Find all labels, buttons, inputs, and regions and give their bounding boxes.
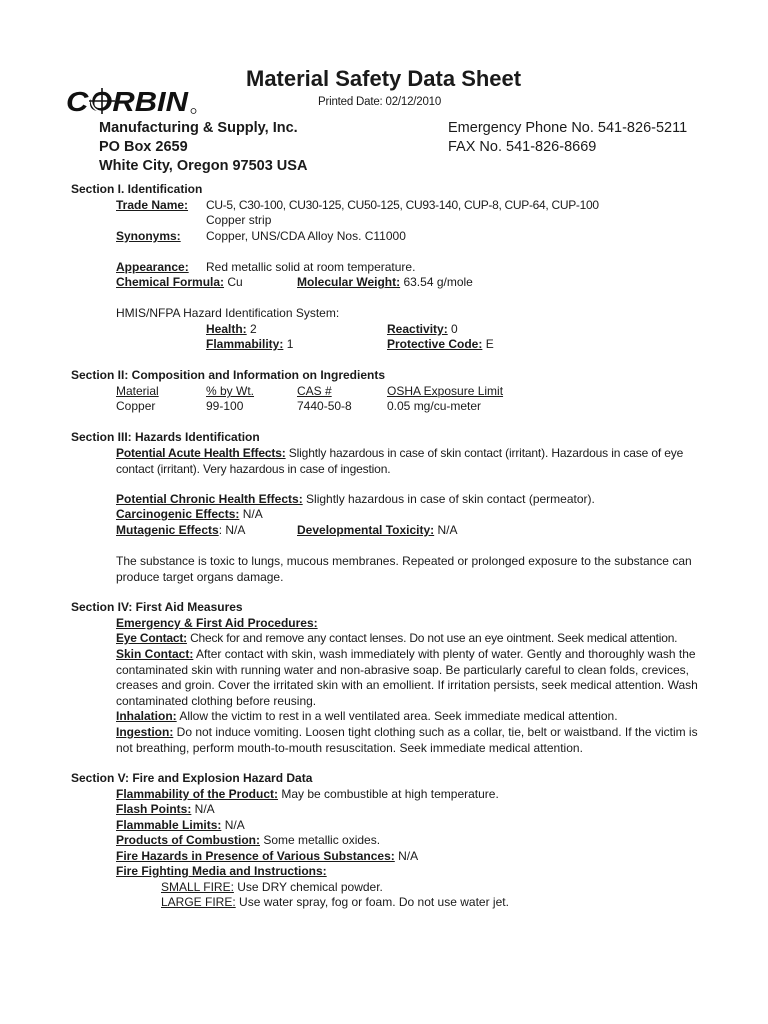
eye-contact-value: Check for and remove any contact lenses. Do not use an eye ointment. Seek medical attention. — [186, 631, 678, 645]
product-flammability-value: May be combustible at high temperature. — [278, 787, 499, 801]
column-header-cas: CAS # — [297, 384, 332, 398]
eye-contact-paragraph — [116, 631, 706, 647]
reactivity-value: 0 — [447, 322, 458, 336]
company-line: White City, Oregon 97503 USA — [99, 158, 308, 174]
company-line: PO Box 2659 — [99, 139, 188, 155]
flammability-label: Flammability: — [206, 337, 284, 351]
table-cell-cas: 7440-50-8 — [297, 399, 352, 413]
product-flammability-line — [116, 787, 499, 803]
ingestion-value: Do not induce vomiting. Loosen tight clothing such as a collar, tie, belt or waistband. If the victim is not breathing, perform mouth-to-mouth resuscitation. Seek immediate medical attention. — [116, 725, 698, 755]
protective-code-line — [387, 337, 494, 353]
corbin-logo-graphic — [66, 86, 198, 116]
column-header-material: Material — [116, 384, 159, 398]
product-flammability-label: Flammability of the Product: — [116, 787, 279, 801]
molecular-weight-label: Molecular Weight: — [297, 275, 401, 289]
ingestion-paragraph — [116, 725, 706, 756]
fire-hazards-value: N/A — [394, 849, 419, 863]
eye-contact-label: Eye Contact: — [116, 631, 187, 645]
large-fire-value: Use water spray, fog or foam. Do not use water jet. — [235, 895, 509, 909]
appearance-value: Red metallic solid at room temperature. — [206, 260, 416, 274]
developmental-value: N/A — [434, 523, 458, 537]
column-header-weight: % by Wt. — [206, 384, 255, 398]
trade-name-value-2: Copper strip — [206, 213, 272, 227]
logo-wordmark: CORBIN — [66, 86, 189, 116]
acute-effects-paragraph — [116, 446, 706, 477]
reactivity-line — [387, 322, 458, 338]
contact-info — [448, 119, 687, 157]
chemical-formula-label: Chemical Formula: — [116, 275, 225, 289]
mutagenic-label: Mutagenic Effects — [116, 523, 219, 537]
table-cell-osha: 0.05 mg/cu-meter — [387, 399, 482, 413]
fire-fighting-media-label: Fire Fighting Media and Instructions: — [116, 864, 327, 878]
printed-date: Printed Date: 02/12/2010 — [318, 96, 442, 108]
molecular-weight-value: 63.54 g/mole — [400, 275, 473, 289]
document-title: Material Safety Data Sheet — [246, 66, 522, 91]
flammable-limits-line — [116, 818, 245, 834]
mutagenic-line — [116, 523, 245, 539]
inhalation-label: Inhalation: — [116, 709, 177, 723]
small-fire-line — [161, 880, 383, 896]
section-4-title: Section IV: First Aid Measures — [71, 600, 243, 614]
protective-code-value: E — [482, 337, 494, 351]
ingestion-label: Ingestion: — [116, 725, 174, 739]
flash-points-line — [116, 802, 215, 818]
reactivity-label: Reactivity: — [387, 322, 448, 336]
developmental-line — [297, 523, 458, 539]
hmis-title: HMIS/NFPA Hazard Identification System: — [116, 306, 340, 320]
health-label: Health: — [206, 322, 247, 336]
synonyms-value: Copper, UNS/CDA Alloy Nos. C11000 — [206, 229, 406, 243]
small-fire-value: Use DRY chemical powder. — [233, 880, 383, 894]
health-line — [206, 322, 257, 338]
registered-mark-icon — [191, 109, 196, 114]
skin-contact-paragraph — [116, 647, 706, 709]
skin-contact-value: After contact with skin, wash immediately with plenty of water. Gently and thoroughly wash the contaminated skin with running water and non-abrasive soap. Be particularly careful to clean folds, crevices, creases and groin. Cover the irritated skin with an emollient. If irritation persists, seek medical attention. Wash contaminated clothing before reusing. — [116, 647, 698, 708]
acute-effects-value: Slightly hazardous in case of skin contact (irritant). Hazardous in case of eye contact (irritant). Very hazardous in case of ingestion. — [116, 446, 684, 476]
emergency-phone: Emergency Phone No. 541-826-5211 — [448, 120, 688, 136]
health-value: 2 — [246, 322, 257, 336]
flash-points-label: Flash Points: — [116, 802, 192, 816]
flammable-limits-label: Flammable Limits: — [116, 818, 222, 832]
synonyms-label: Synonyms: — [116, 229, 181, 243]
toxicity-paragraph: The substance is toxic to lungs, mucous membranes. Repeated or prolonged exposure to the substance can produce target organs damage. — [116, 554, 692, 584]
carcinogenic-value: N/A — [239, 507, 263, 521]
skin-contact-label: Skin Contact: — [116, 647, 194, 661]
first-aid-procedures-label: Emergency & First Aid Procedures: — [116, 616, 318, 630]
section-3-title: Section III: Hazards Identification — [71, 430, 260, 444]
corbin-logo — [66, 86, 198, 116]
large-fire-line — [161, 895, 509, 911]
fire-hazards-line — [116, 849, 418, 865]
chemical-formula-value: Cu — [224, 275, 243, 289]
section-2-title: Section II: Composition and Information on Ingredients — [71, 368, 385, 382]
flammability-value: 1 — [283, 337, 294, 351]
section-1-title: Section I. Identification — [71, 182, 203, 196]
appearance-label: Appearance: — [116, 260, 189, 274]
mutagenic-value: : N/A — [218, 523, 246, 537]
chemical-formula-line — [116, 275, 243, 291]
combustion-products-value: Some metallic oxides. — [260, 833, 381, 847]
inhalation-paragraph — [116, 709, 706, 725]
chronic-effects-value: Slightly hazardous in case of skin contact (permeator). — [302, 492, 595, 506]
trade-name-value: CU-5, C30-100, CU30-125, CU50-125, CU93-140, CUP-8, CUP-64, CUP-100 — [206, 198, 599, 212]
fire-hazards-label: Fire Hazards in Presence of Various Substances: — [116, 849, 395, 863]
carcinogenic-label: Carcinogenic Effects: — [116, 507, 240, 521]
molecular-weight-line — [297, 275, 473, 291]
chronic-effects-label: Potential Chronic Health Effects: — [116, 492, 303, 506]
combustion-products-line — [116, 833, 380, 849]
column-header-osha: OSHA Exposure Limit — [387, 384, 504, 398]
protective-code-label: Protective Code: — [387, 337, 483, 351]
fax-number: FAX No. 541-826-8669 — [448, 139, 597, 155]
flammable-limits-value: N/A — [221, 818, 245, 832]
developmental-label: Developmental Toxicity: — [297, 523, 435, 537]
table-cell-material: Copper — [116, 399, 156, 413]
section-5-title: Section V: Fire and Explosion Hazard Data — [71, 771, 313, 785]
large-fire-label: LARGE FIRE: — [161, 895, 236, 909]
trade-name-label: Trade Name: — [116, 198, 189, 212]
small-fire-label: SMALL FIRE: — [161, 880, 234, 894]
acute-effects-label: Potential Acute Health Effects: — [116, 446, 286, 460]
flammability-line — [206, 337, 293, 353]
flash-points-value: N/A — [191, 802, 215, 816]
company-address — [99, 119, 307, 176]
combustion-products-label: Products of Combustion: — [116, 833, 260, 847]
carcinogenic-line — [116, 507, 263, 523]
inhalation-value: Allow the victim to rest in a well ventilated area. Seek immediate medical attention. — [176, 709, 618, 723]
company-line: Manufacturing & Supply, Inc. — [99, 120, 298, 136]
chronic-effects-line — [116, 492, 595, 508]
table-cell-weight: 99-100 — [206, 399, 244, 413]
